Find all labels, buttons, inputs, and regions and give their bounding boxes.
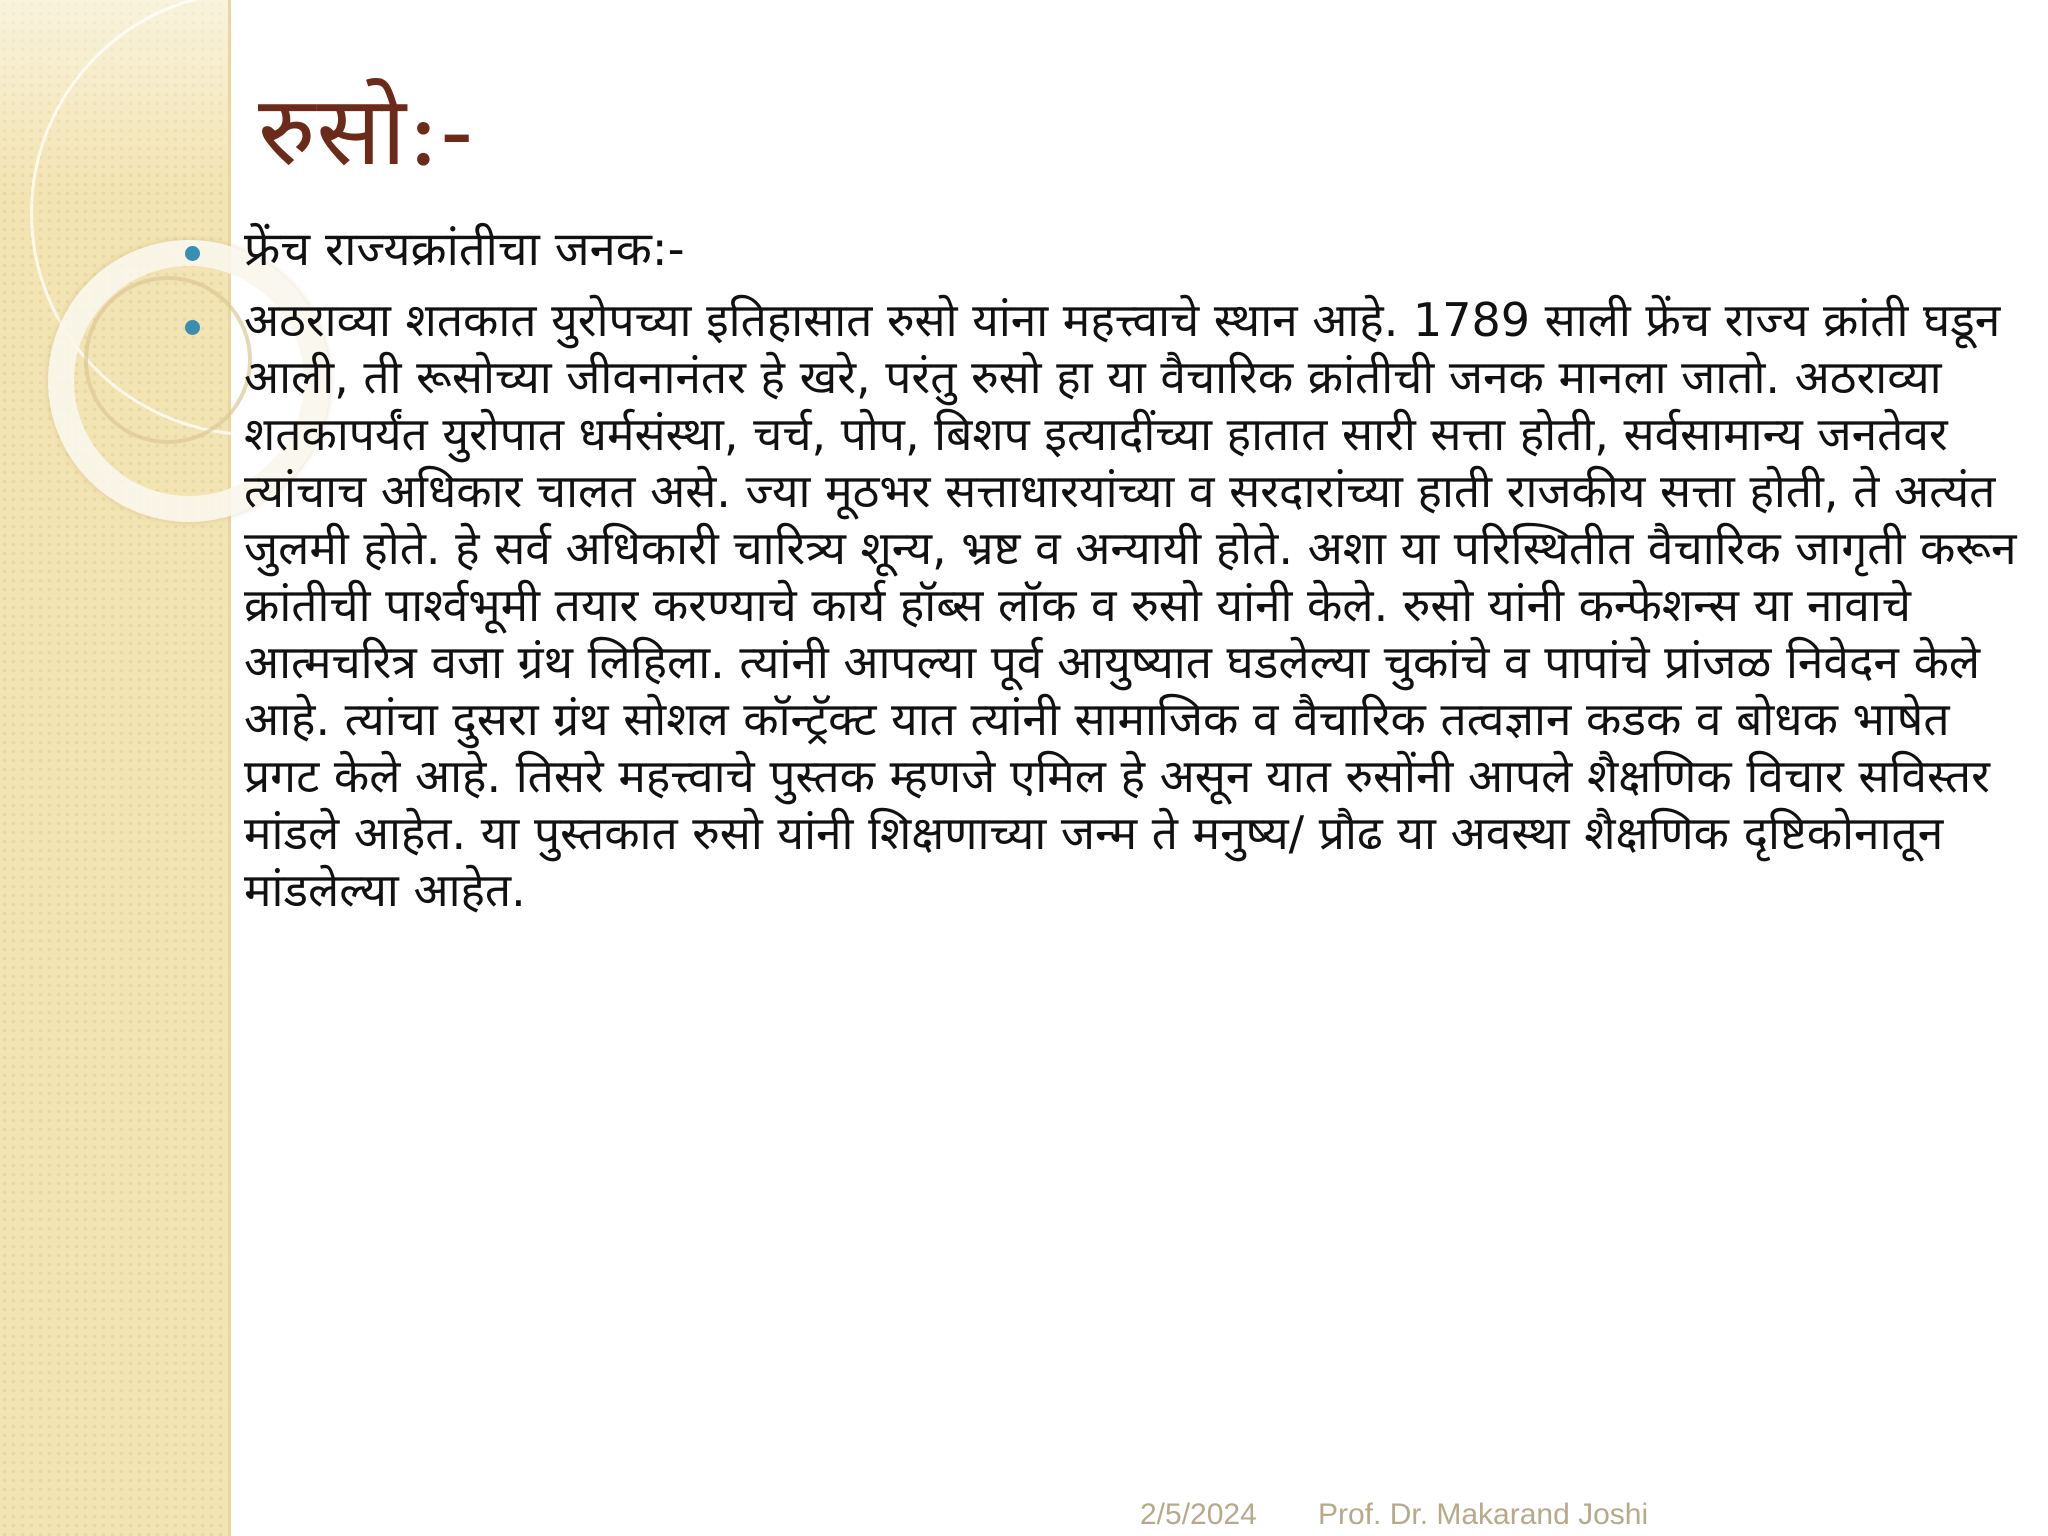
bullet-text: अठराव्या शतकात युरोपच्या इतिहासात रुसो यांना महत्त्वाचे स्थान आहे. 1789 साली फ्रेंच राज्य क्रांती घडून आली, ती रूसोच्या जीवनानंतर हे खरे, परंतु रुसो हा या वैचारिक क्रांतीची जनक मानला जातो. अठराव्या शतकापर्यंत युरोपात धर्मसंस्था, चर्च, पोप, बिशप इत्यादींच्या हातात सारी सत्ता होती, सर्वसामान्य जनतेवर त्यांचाच अधिकार चालत असे. ज्या मूठभर सत्ताधारयांच्या व सरदारांच्या हाती राजकीय सत्ता होती, ते अत्यंत जुलमी होते. हे सर्व अधिकारी चारित्र्य शून्य, भ्रष्ट व अन्यायी होते. अशा या परिस्थितीत वैचारिक जागृती करून क्रांतीची पार्श्वभूमी तयार करण्याचे कार्य हॉब्स लॉक व रुसो यांनी केले. रुसो यांनी कन्फेशन्स या नावाचे आत्मचरित्र वजा ग्रंथ लिहिला. त्यांनी आपल्या पूर्व आयुष्यात घडलेल्या चुकांचे व पापांचे प्रांजळ निवेदन केले आहे. त्यांचा दुसरा ग्रंथ सोशल कॉन्ट्रॅक्ट यात त्यांनी सामाजिक व वैचारिक तत्वज्ञान कडक व बोधक भाषेत प्रगट केले आहे. तिसरे महत्त्वाचे पुस्तक म्हणजे एमिल हे असून यात रुसोंनी आपले शैक्षणिक विचार सविस्तर मांडले आहेत. या पुस्तकात रुसो यांनी शिक्षणाच्या जन्म ते मनुष्य/ प्रौढ या अवस्था शैक्षणिक दृष्टिकोनातून मांडलेल्या आहेत. <box>244 293 2017 917</box>
bullet-text: फ्रेंच राज्यक्रांतीचा जनक:- <box>244 222 685 277</box>
bullet-dot-icon <box>185 246 200 261</box>
footer-date: 2/5/2024 <box>1140 1498 1257 1531</box>
slide-body <box>178 218 2023 919</box>
bullet-dot-icon <box>185 320 200 335</box>
bullet-item <box>178 218 2023 282</box>
footer-author: Prof. Dr. Makarand Joshi <box>1318 1498 1649 1531</box>
bullet-item <box>178 292 2023 919</box>
slide-title: रुसो:- <box>258 75 474 187</box>
